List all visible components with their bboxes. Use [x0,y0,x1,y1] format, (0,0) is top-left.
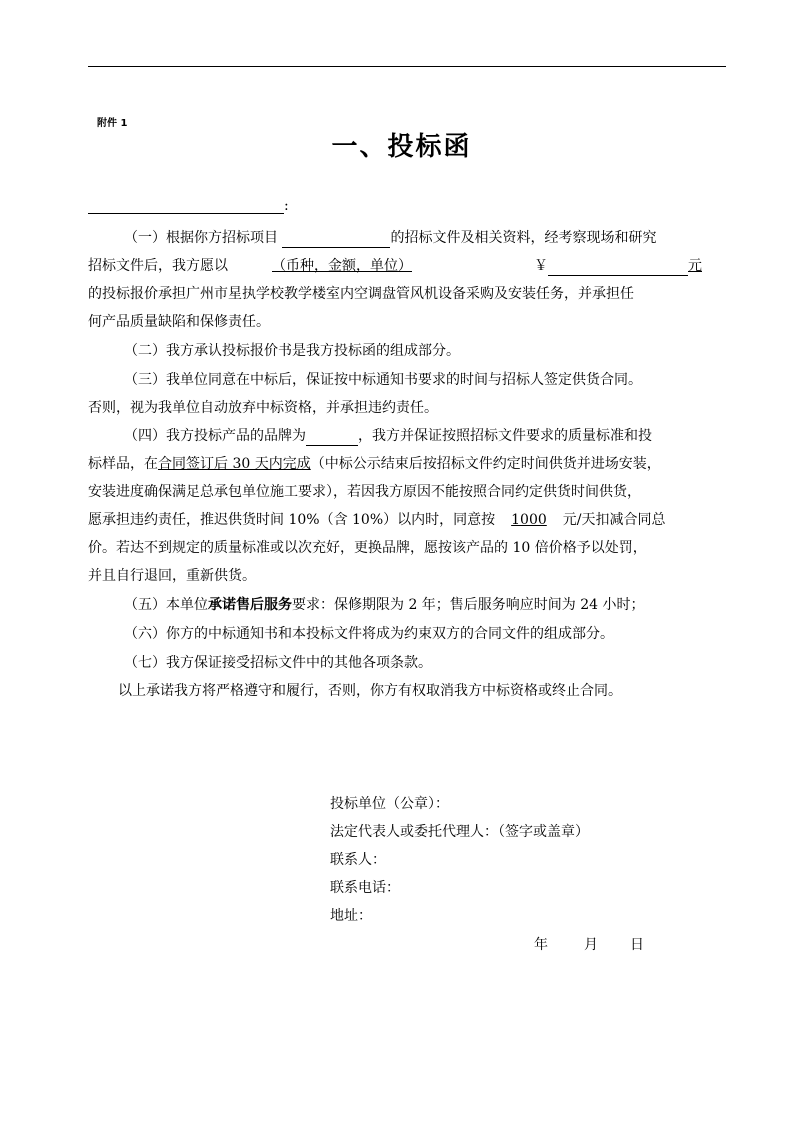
address-line: 地址： [330,908,372,924]
brand-blank [306,429,358,446]
p1-line-3: 的投标报价承担广州市星执学校教学楼室内空调盘管风机设备采购及安装任务，并承担任 [88,286,634,302]
price-blank [548,259,688,276]
closing-statement: 以上承诺我方将严格遵守和履行，否则，你方有权取消我方中标资格或终止合同。 [118,683,622,699]
p1-line-4: 何产品质量缺陷和保修责任。 [88,314,270,330]
p4-text-d: （中标公示结束后按招标文件约定时间供货并进场安装， [310,456,661,472]
penalty-value: 1000 [511,512,547,528]
p4-line-6: 并且自行退回，重新供货。 [88,568,256,584]
after-sales-commitment: 承诺售后服务 [208,597,292,613]
date-month: 月 [584,937,598,953]
p1-line-1 [124,228,656,248]
p4-line-1 [124,426,652,446]
p4-text-c: 标样品，在 [88,456,158,472]
p4-text-f: 元/天扣减合同总 [562,512,666,528]
p3-line-1: （三）我单位同意在中标后，保证按中标通知书要求的时间与招标人签定供货合同。 [124,372,642,388]
addressee-colon: : [284,198,289,214]
p4-text-b: ，我方并保证按照招标文件要求的质量标准和投 [358,428,652,444]
p4-line-4 [88,510,666,530]
addressee-line [88,198,289,214]
date-day: 日 [630,937,644,953]
yuan-symbol: ￥ [534,258,548,274]
bidder-seal-line: 投标单位（公章）： [330,796,449,812]
contact-person-line: 联系人： [330,852,386,868]
contact-phone-line: 联系电话： [330,880,400,896]
p4-line-5: 价。若达不到规定的质量标准或以次充好，更换品牌，愿按该产品的 10 倍价格予以处罚， [88,540,647,556]
p5-line [124,595,645,615]
currency-amount-hint: （币种，金额，单位） [272,258,412,274]
p4-line-2 [88,454,661,474]
currency-amount-field [228,258,520,274]
p5-text-a: （五）本单位 [124,597,208,613]
p1-line-2 [88,256,702,276]
p4-text-a: （四）我方投标产品的品牌为 [124,428,306,444]
addressee-blank [88,199,284,214]
p2-line: （二）我方承认投标报价书是我方投标函的组成部分。 [124,343,460,359]
delivery-term: 合同签订后 30 天内完成 [158,456,311,472]
p1-text-c: 招标文件后，我方愿以 [88,258,228,274]
p5-text-c: 要求：保修期限为 2 年；售后服务响应时间为 24 小时； [292,597,645,613]
header-rule [88,66,726,67]
p3-line-2: 否则，视为我单位自动放弃中标资格，并承担违约责任。 [88,400,438,416]
p6-line: （六）你方的中标通知书和本投标文件将成为约束双方的合同文件的组成部分。 [124,626,614,642]
penalty-amount [495,512,563,528]
page-title: 一、投标函 [331,132,472,162]
p1-text-b: 的招标文件及相关资料，经考察现场和研究 [390,230,657,246]
p4-line-3: 安装进度确保满足总承包单位施工要求），若因我方原因不能按照合同约定供货时间供货， [88,484,641,500]
date-year: 年 [534,937,548,953]
p7-line: （七）我方保证接受招标文件中的其他各项条款。 [124,655,432,671]
p1-text-a: （一）根据你方招标项目 [124,230,283,246]
p4-text-e: 愿承担违约责任，推迟供货时间 10%（含 10%）以内时，同意按 [88,512,496,528]
yuan-unit: 元 [688,258,702,274]
attachment-label: 附件 1 [97,118,128,129]
representative-line: 法定代表人或委托代理人：（签字或盖章） [330,824,589,840]
project-name-blank [282,231,390,248]
